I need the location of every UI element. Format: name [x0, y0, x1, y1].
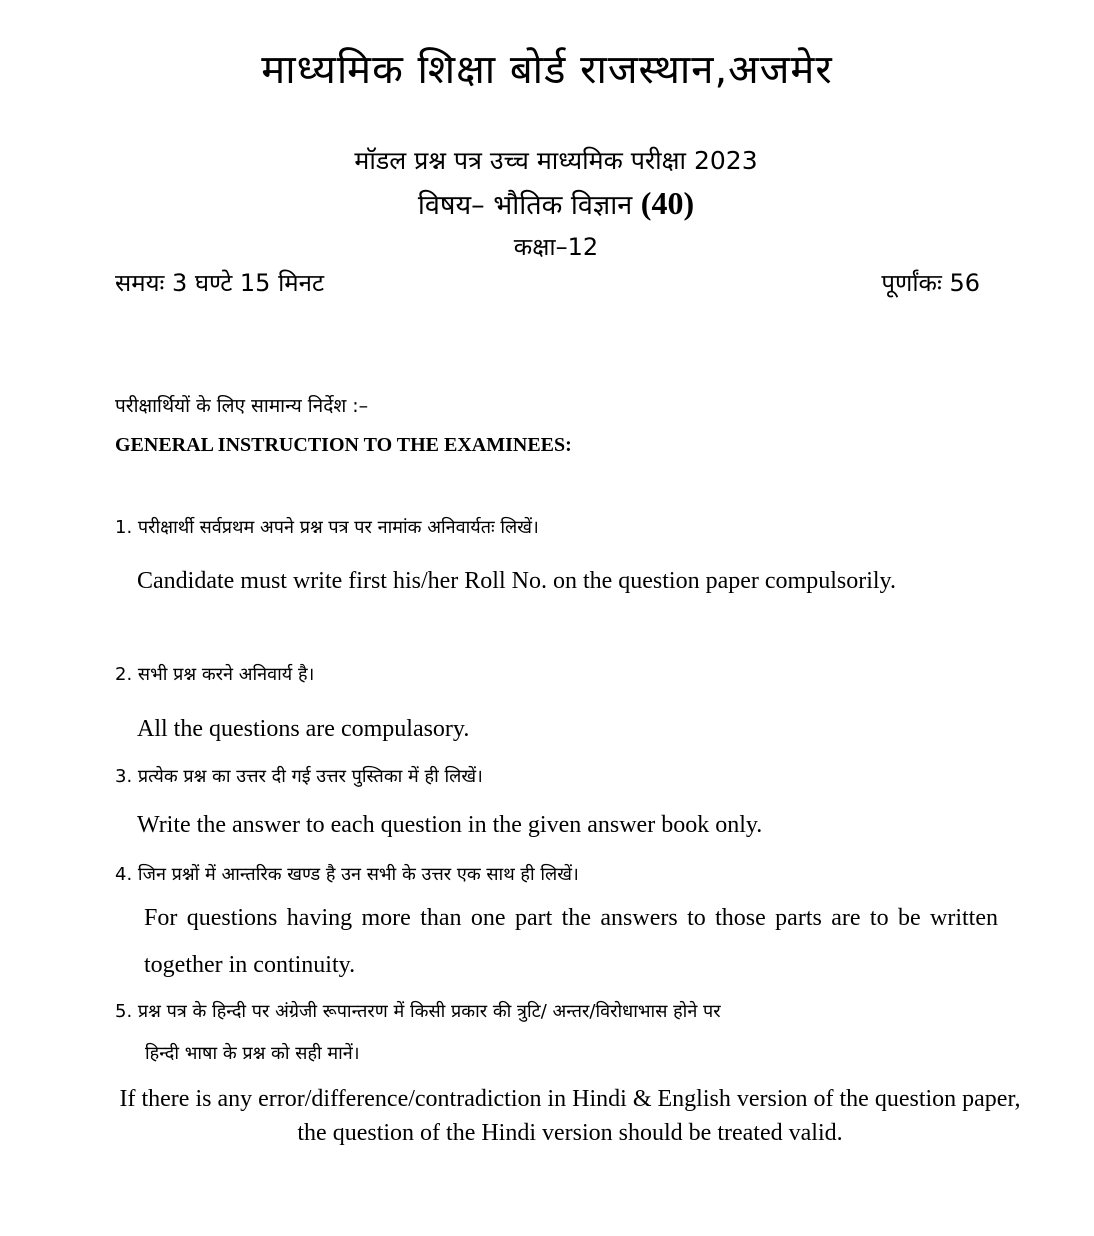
subject-label: विषय– भौतिक विज्ञान: [417, 190, 633, 221]
instructions-hindi-heading: परीक्षार्थियों के लिए सामान्य निर्देश :–: [115, 395, 369, 417]
instruction-2-english: All the questions are compulasory.: [137, 716, 470, 742]
instruction-3-english: Write the answer to each question in the given answer book only.: [137, 812, 763, 838]
time-label: समयः 3 घण्टे 15 मिनट: [115, 269, 325, 297]
subject-line: [0, 185, 1094, 222]
instruction-5-hindi-line2: हिन्दी भाषा के प्रश्न को सही मानें।: [145, 1043, 360, 1064]
instruction-5-number: 5.: [115, 1001, 133, 1022]
marks-label: पूर्णांकः 56: [881, 269, 980, 297]
instruction-5-hindi: [115, 991, 999, 1075]
instruction-1-hindi-text: परीक्षार्थी सर्वप्रथम अपने प्रश्न पत्र पर नामांक अनिवार्यतः लिखें।: [137, 517, 539, 538]
instruction-2-number: 2.: [115, 664, 133, 685]
instruction-5-hindi-text: प्रश्न पत्र के हिन्दी पर अंग्रेजी रूपान्तरण में किसी प्रकार की त्रुटि/ अन्तर/विरोधाभास होने पर: [137, 1001, 721, 1022]
class-label: कक्षा–12: [513, 233, 599, 261]
instruction-2-hindi: [115, 662, 314, 686]
paper-title: मॉडल प्रश्न पत्र उच्च माध्यमिक परीक्षा 2023: [354, 146, 758, 175]
instruction-3-hindi-text: प्रत्येक प्रश्न का उत्तर दी गई उत्तर पुस्तिका में ही लिखें।: [137, 766, 483, 787]
instruction-4-hindi-text: जिन प्रश्नों में आन्तरिक खण्ड है उन सभी के उत्तर एक साथ ही लिखें।: [137, 864, 579, 885]
instruction-1-number: 1.: [115, 517, 133, 538]
instruction-5-hindi-line1: [115, 1001, 721, 1022]
subject-code: (40): [640, 185, 695, 221]
instruction-4-number: 4.: [115, 864, 133, 885]
instruction-3-number: 3.: [115, 766, 133, 787]
instruction-2-hindi-text: सभी प्रश्न करने अनिवार्य है।: [137, 664, 315, 685]
instruction-4-english: For questions having more than one part the answers to those parts are to be written together in continuity.: [144, 905, 998, 978]
instruction-5-english: If there is any error/difference/contradiction in Hindi & English version of the question paper, the question of the Hindi version should be treated valid.: [119, 1086, 1021, 1146]
instructions-english-heading: GENERAL INSTRUCTION TO THE EXAMINEES:: [115, 434, 572, 456]
instruction-3-hindi: [115, 764, 483, 788]
instruction-1-hindi: [115, 515, 539, 539]
instruction-1-english: Candidate must write first his/her Roll No. on the question paper compulsorily.: [137, 568, 896, 594]
instruction-4-hindi: [115, 862, 579, 886]
board-title: माध्यमिक शिक्षा बोर्ड राजस्थान,अजमेर: [261, 47, 833, 93]
